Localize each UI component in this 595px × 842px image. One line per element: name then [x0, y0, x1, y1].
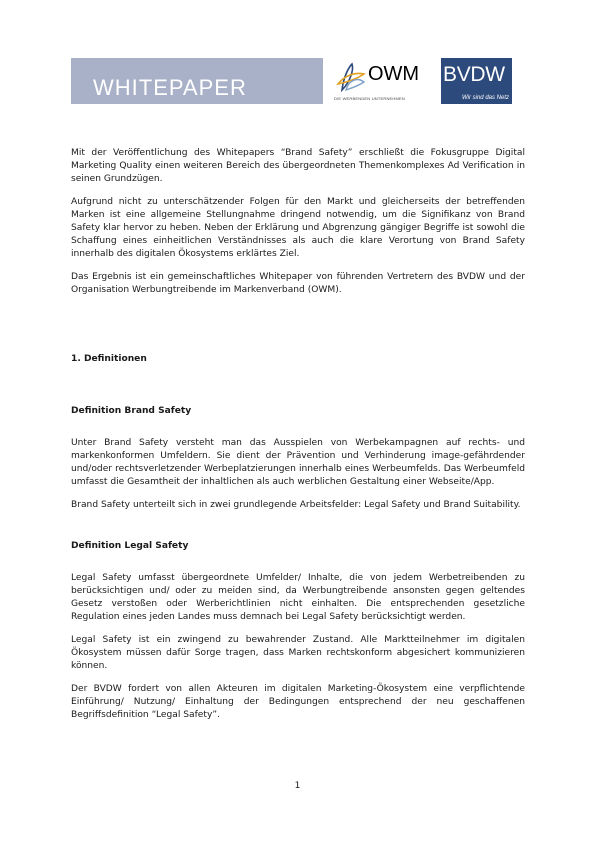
legal-safety-paragraph: Der BVDW fordert von allen Akteuren im digitalen Marketing-Ökosystem eine verpflichtende Einführung/ Nutzung/ Einhaltung der Bedingungen entsprechend der neu geschaffenen Begriffsdefinition “Legal Safety”.	[71, 684, 525, 720]
subsection-heading-legal-safety: Definition Legal Safety	[71, 541, 189, 551]
owm-logo-icon	[334, 60, 368, 94]
section-heading: 1. Definitionen	[71, 354, 147, 364]
page-title: WHITEPAPER	[93, 75, 247, 100]
intro-paragraph: Mit der Veröffentlichung des Whitepapers “Brand Safety” erschließt die Fokusgruppe Digital Marketing Quality einen weiteren Bereich des übergeordneten Themenkomplexes Ad Verification in seinen Grundzügen.	[71, 148, 525, 184]
brand-safety-paragraph: Unter Brand Safety versteht man das Ausspielen von Werbekampagnen auf rechts- und markenkonformen Umfeldern. Sie dient der Prävention und Verhinderung image-gefährdender und/oder rechtsverletzender Werbeplatzierungen innerhalb eines Werbeumfelds. Das Werbeumfeld umfasst die Gesamtheit der inhaltlichen als auch werblichen Gestaltung einer Webseite/App.	[71, 438, 525, 487]
brand-safety-paragraph: Brand Safety unterteilt sich in zwei grundlegende Arbeitsfelder: Legal Safety und Brand Suitability.	[71, 500, 521, 510]
bvdw-name: BVDW	[443, 63, 505, 86]
owm-name: OWM	[368, 63, 420, 85]
header-band	[71, 58, 323, 104]
legal-safety-paragraph: Legal Safety umfasst übergeordnete Umfelder/ Inhalte, die von jedem Werbetreibenden zu berücksichtigen und/ oder zu meiden sind, da Werbungtreibende ansonsten gegen geltendes Gesetz verstoßen oder Werberichtlinien nicht einhalten. Die entsprechenden gesetzliche Regulation eines jeden Landes muss demnach bei Legal Safety berücksichtigt werden.	[71, 573, 525, 622]
intro-paragraph: Das Ergebnis ist ein gemeinschaftliches Whitepaper von führenden Vertretern des BVDW und der Organisation Werbungtreibende im Markenverband (OWM).	[71, 272, 525, 295]
bvdw-logo	[441, 58, 512, 104]
legal-safety-paragraph: Legal Safety ist ein zwingend zu bewahrender Zustand. Alle Marktteilnehmer im digitalen Ökosystem müssen dafür Sorge tragen, dass Marken rechtskonform abgesichert kommunizieren können.	[71, 635, 525, 671]
bvdw-tagline: Wir sind das Netz	[462, 95, 509, 101]
intro-paragraph: Aufgrund nicht zu unterschätzender Folgen für den Markt und gleicherseits der betreffenden Marken ist eine allgemeine Stellungnahme dringend notwendig, um die Signifikanz von Brand Safety klar hervor zu heben. Neben der Erklärung und Abgrenzung gängiger Begriffe ist sowohl die Schaffung eines einheitlichen Verständnisses als auch die klare Verortung von Brand Safety innerhalb des digitalen Ökosystems erklärtes Ziel.	[71, 197, 525, 259]
owm-logo	[334, 60, 432, 104]
page-number: 1	[294, 781, 301, 791]
owm-tagline: DIE WERBENDEN UNTERNEHMEN	[334, 96, 406, 101]
document-body	[71, 147, 525, 732]
subsection-heading-brand-safety: Definition Brand Safety	[71, 406, 192, 416]
